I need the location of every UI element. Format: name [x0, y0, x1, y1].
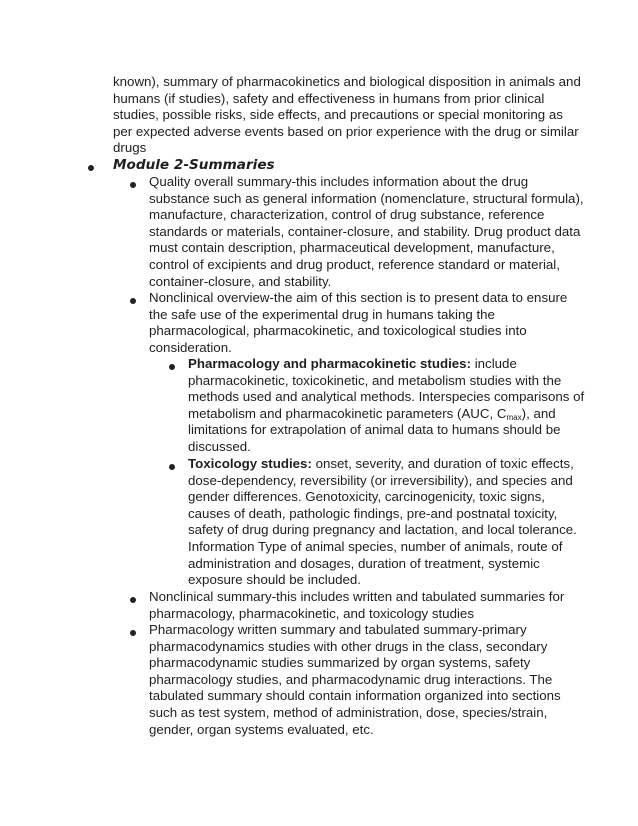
- pharmacology-studies-text-end: ), and limitations for extrapolation of animal data to humans should be discussed.: [188, 405, 561, 454]
- pharmacology-studies-text: include pharmacokinetic, toxicokinetic, and metabolism studies with the methods used and analytical methods. Interspecies comparisons of metabolism and pharmacokinetic parameters (AUC, C: [188, 356, 585, 421]
- pharmacology-studies-label: Pharmacology and pharmacokinetic studies:: [188, 356, 472, 371]
- cmax-subscript: max: [506, 412, 522, 422]
- toxicology-studies-text: onset, severity, and duration of toxic effects, dose-dependency, reversibility (or irreversibility), and species and gender differences. Genotoxicity, carcinogenicity, toxic signs, causes of death, pathologic findings, pre-and postnatal toxicity, safety of drug during pregnancy and lactation, and local tolerance. Information Type of animal species, number of animals, route of administration and dosages, duration of treatment, systemic exposure should be included.: [188, 456, 577, 588]
- bullet-icon: [88, 165, 94, 171]
- pharmacology-studies-item: [188, 356, 588, 456]
- toxicology-studies-item: [188, 456, 588, 589]
- bullet-icon: [130, 630, 136, 636]
- bullet-icon: [130, 597, 136, 603]
- bullet-icon: [130, 298, 136, 304]
- quality-overall-summary-item: Quality overall summary-this includes information about the drug substance such as general information (nomenclature, structural formula), manufacture, characterization, control of drug substance, reference standards or materials, container-closure, and stability. Drug product data must contain description, pharmaceutical development, manufacture, control of excipients and drug product, reference standard or material, container-closure, and stability.: [149, 174, 584, 289]
- bullet-icon: [169, 364, 175, 370]
- bullet-icon: [169, 464, 175, 470]
- nonclinical-overview-item: Nonclinical overview-the aim of this section is to present data to ensure the safe use of the experimental drug in humans taking the pharmacological, pharmacokinetic, and toxicological studies into consideration.: [149, 290, 568, 355]
- nonclinical-summary-item: Nonclinical summary-this includes written and tabulated summaries for pharmacology, pharmacokinetic, and toxicology studies: [149, 589, 565, 621]
- pharmacology-written-summary-item: Pharmacology written summary and tabulated summary-primary pharmacodynamics studies with other drugs in the class, secondary pharmacodynamic studies summarized by organ systems, safety pharmacology studies, and pharmacodynamic drug interactions. The tabulated summary should contain information organized into sections such as test system, method of administration, dose, species/strain, gender, organ systems evaluated, etc.: [149, 622, 561, 737]
- module2-heading: Module 2-Summaries: [113, 157, 275, 173]
- toxicology-studies-label: Toxicology studies:: [188, 456, 312, 471]
- intro-continuation-paragraph: known), summary of pharmacokinetics and biological disposition in animals and humans (if studies), safety and effectiveness in humans from prior clinical studies, possible risks, side effects, and precautions or special monitoring as per expected adverse events based on prior experience with the drug or similar drugs: [113, 74, 581, 156]
- bullet-icon: [130, 182, 136, 188]
